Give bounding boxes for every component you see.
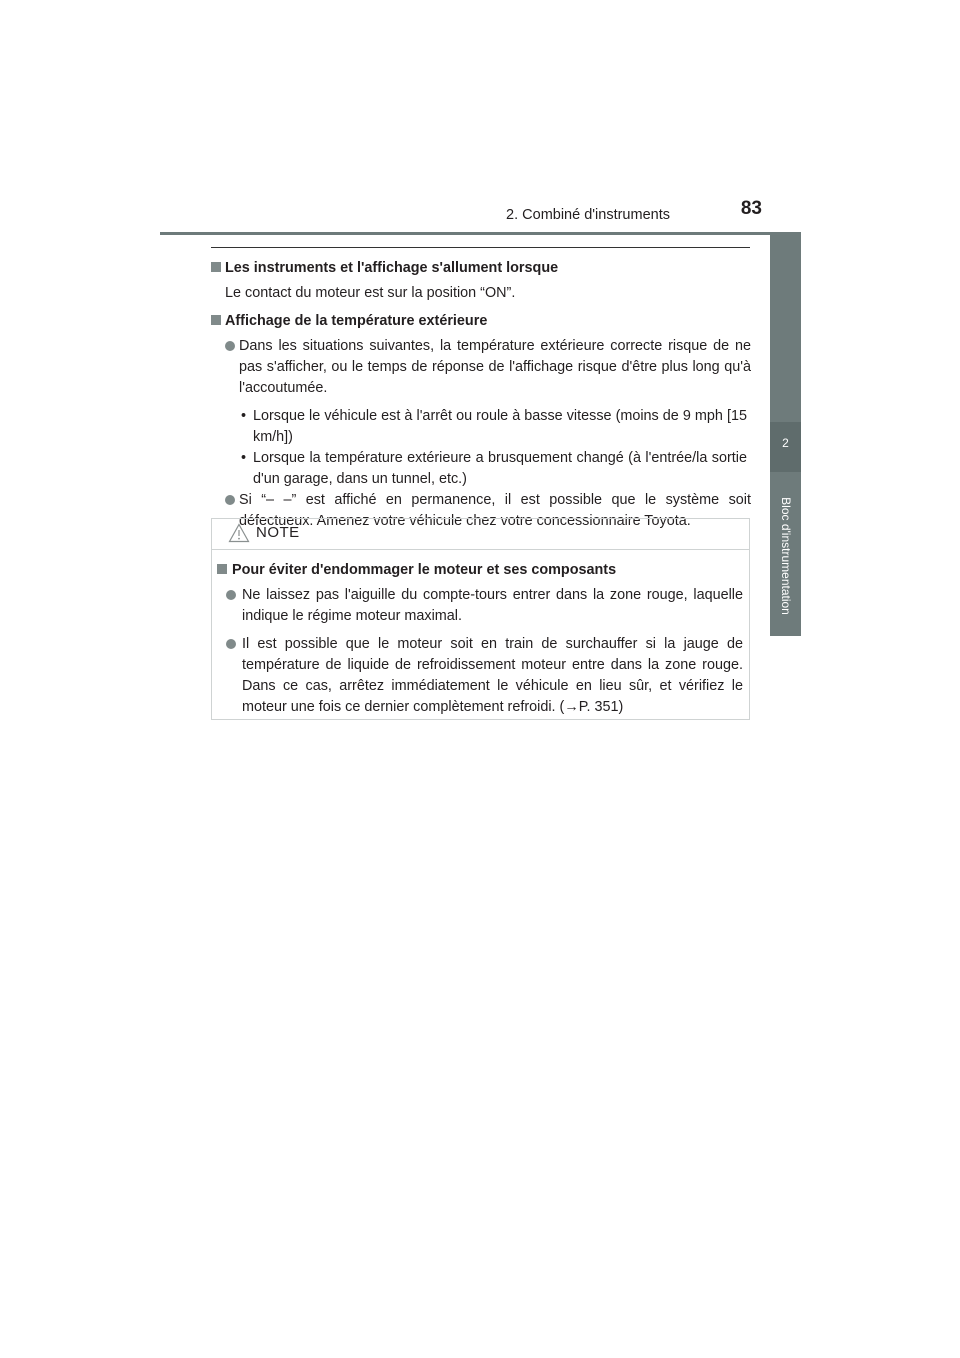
note-title: NOTE xyxy=(256,524,300,541)
small-bullet-icon: • xyxy=(241,408,247,424)
square-bullet-icon xyxy=(217,564,227,574)
note-bullet-text: Il est possible que le moteur soit en train de surchauffer si la jauge de température de liquide de refroidissement moteur entre dans la zone rouge. Dans ce cas, arrêtez immédiatement le véhicule en lieu sûr, et vérifiez le moteur une fois ce dernier complètement refroidi. (→P. 351) xyxy=(242,636,743,715)
section-heading-instruments xyxy=(211,258,751,279)
bullet-text: Si “– –” est affiché en permanence, il est possible que le système soit défectueux. Amenez votre véhicule chez votre concessionnaire Toyota. xyxy=(239,492,751,529)
square-bullet-icon xyxy=(211,262,221,272)
warning-triangle-icon xyxy=(228,523,250,543)
circle-bullet-icon xyxy=(226,590,236,600)
note-content xyxy=(212,560,749,718)
main-content xyxy=(211,258,751,532)
section-heading-temperature xyxy=(211,311,751,332)
note-heading xyxy=(212,560,749,581)
note-box xyxy=(211,518,750,720)
sub-bullet-text: Lorsque le véhicule est à l'arrêt ou roule à basse vitesse (moins de 9 mph [15 km/h]) xyxy=(253,408,747,445)
small-bullet-icon: • xyxy=(241,450,247,466)
note-bullet-item xyxy=(212,634,749,718)
circle-bullet-icon xyxy=(226,639,236,649)
sub-bullet-text: Lorsque la température extérieure a brusquement changé (à l'entrée/la sortie d'un garage, dans un tunnel, etc.) xyxy=(253,450,747,487)
side-tab-label-wrap xyxy=(770,478,801,638)
header-rule xyxy=(160,232,801,235)
section-heading-text: Affichage de la température extérieure xyxy=(225,313,488,329)
note-bullet-text: Ne laissez pas l'aiguille du compte-tours entrer dans la zone rouge, laquelle indique le régime moteur maximal. xyxy=(242,587,743,624)
sub-bullet-item xyxy=(211,406,751,448)
bullet-item xyxy=(211,336,751,399)
sub-bullet-item xyxy=(211,448,751,490)
section-text-contact: Le contact du moteur est sur la position “ON”. xyxy=(225,285,516,301)
side-tab-label: Bloc d'instrumentation xyxy=(778,497,793,615)
circle-bullet-icon xyxy=(225,341,235,351)
circle-bullet-icon xyxy=(225,495,235,505)
section-heading-text: Les instruments et l'affichage s'allument lorsque xyxy=(225,260,559,276)
side-tab-number: 2 xyxy=(782,436,789,450)
running-header-section: 2. Combiné d'instruments xyxy=(506,207,670,223)
note-heading-text: Pour éviter d'endommager le moteur et ses composants xyxy=(232,562,617,578)
content-top-rule xyxy=(211,247,750,248)
bullet-text: Dans les situations suivantes, la température extérieure correcte risque de ne pas s'afficher, ou le temps de réponse de l'affichage risque d'être plus long qu'à l'accoutumée. xyxy=(239,338,751,396)
page-number: 83 xyxy=(740,198,762,219)
note-header xyxy=(212,519,749,550)
note-bullet-item xyxy=(212,585,749,627)
square-bullet-icon xyxy=(211,315,221,325)
